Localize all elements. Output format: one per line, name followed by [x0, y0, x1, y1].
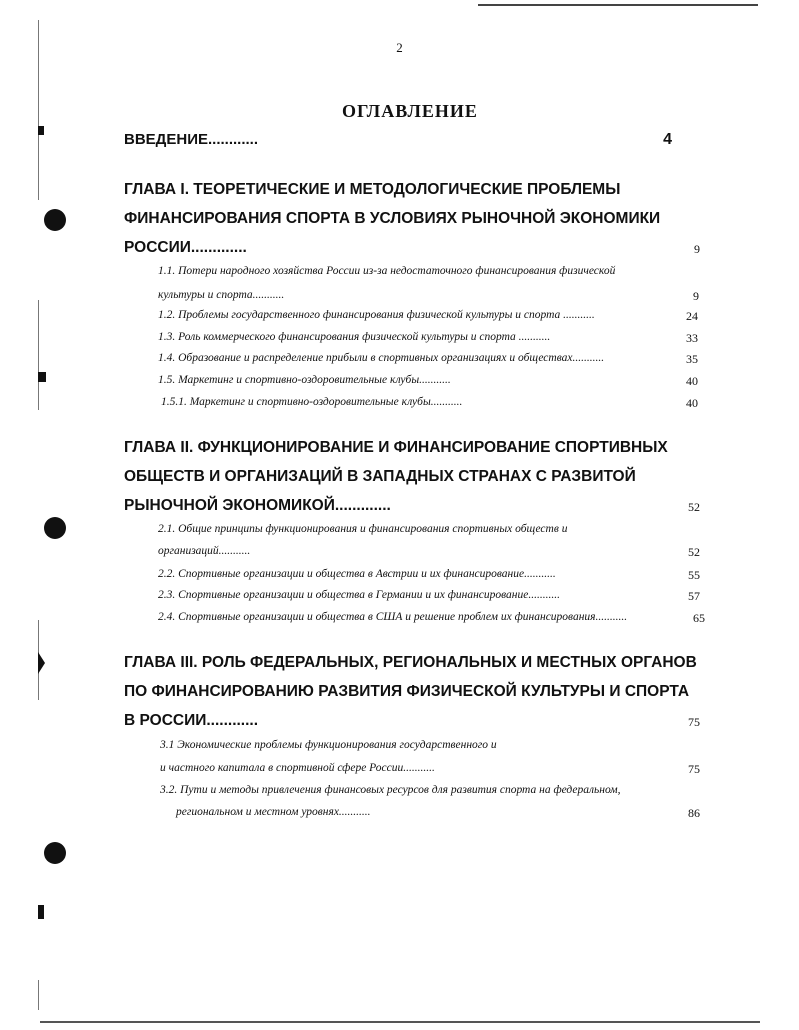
- scan-mark: [38, 372, 46, 382]
- punch-hole: [44, 209, 66, 231]
- scan-mark: [38, 126, 44, 135]
- toc-entry[interactable]: 2.3. Спортивные организации и общества в Германии и их финансирование...........: [158, 589, 560, 601]
- toc-intro[interactable]: [124, 131, 684, 148]
- chapter-heading-line: ФИНАНСИРОВАНИЯ СПОРТА В УСЛОВИЯХ РЫНОЧНОЙ ЭКОНОМИКИ: [124, 210, 661, 227]
- entry-page: 65: [693, 611, 705, 625]
- entry-page: 75: [688, 762, 700, 776]
- chapter-2-heading[interactable]: [124, 433, 700, 520]
- chapter-heading-line: РЫНОЧНОЙ ЭКОНОМИКОЙ............. 52: [124, 491, 700, 520]
- entry-page: 9: [693, 289, 699, 303]
- punch-hole: [44, 842, 66, 864]
- chapter-heading-line: ГЛАВА III. РОЛЬ ФЕДЕРАЛЬНЫХ, РЕГИОНАЛЬНЫХ И МЕСТНЫХ ОРГАНОВ: [124, 654, 697, 671]
- entry-page: 33: [686, 331, 698, 345]
- toc-entry[interactable]: региональном и местном уровнях...........: [176, 806, 371, 818]
- toc-entry[interactable]: 1.5. Маркетинг и спортивно-оздоровительные клубы...........: [158, 374, 451, 386]
- scan-edge: [38, 980, 39, 1010]
- toc-entry[interactable]: 1.3. Роль коммерческого финансирования физической культуры и спорта ...........: [158, 331, 551, 343]
- chapter-page: 75: [688, 715, 700, 729]
- chapter-1-heading[interactable]: [124, 175, 700, 262]
- scan-line-top: [478, 4, 758, 6]
- entry-page: 35: [686, 352, 698, 366]
- chapter-heading-line: РОССИИ............. 9: [124, 233, 700, 262]
- toc-entry[interactable]: 2.1. Общие принципы функционирования и финансирования спортивных обществ и: [158, 523, 568, 535]
- chapter-heading-line: ГЛАВА II. ФУНКЦИОНИРОВАНИЕ И ФИНАНСИРОВАНИЕ СПОРТИВНЫХ: [124, 439, 668, 456]
- chapter-page: 9: [694, 242, 700, 256]
- page-title: ОГЛАВЛЕНИЕ: [342, 101, 478, 121]
- chapter-heading-line: ПО ФИНАНСИРОВАНИЮ РАЗВИТИЯ ФИЗИЧЕСКОЙ КУЛЬТУРЫ И СПОРТА: [124, 683, 690, 700]
- scan-mark: [38, 652, 45, 674]
- intro-label: ВВЕДЕНИЕ............: [124, 131, 258, 148]
- entry-page: 86: [688, 806, 700, 820]
- toc-entry[interactable]: 2.2. Спортивные организации и общества в Австрии и их финансирование...........: [158, 568, 556, 580]
- entry-page: 24: [686, 309, 698, 323]
- chapter-page: 52: [688, 500, 700, 514]
- punch-hole: [44, 517, 66, 539]
- chapter-3-heading[interactable]: [124, 648, 700, 735]
- toc-entry[interactable]: 1.5.1. Маркетинг и спортивно-оздоровительные клубы...........: [161, 396, 463, 408]
- chapter-heading-line: ГЛАВА I. ТЕОРЕТИЧЕСКИЕ И МЕТОДОЛОГИЧЕСКИЕ ПРОБЛЕМЫ: [124, 181, 621, 198]
- entry-page: 55: [688, 568, 700, 582]
- toc-entry[interactable]: 2.4. Спортивные организации и общества в США и решение проблем их финансирования...........: [158, 611, 628, 623]
- chapter-heading-line: ОБЩЕСТВ И ОРГАНИЗАЦИЙ В ЗАПАДНЫХ СТРАНАХ С РАЗВИТОЙ: [124, 468, 636, 485]
- toc-entry[interactable]: 3.2. Пути и методы привлечения финансовых ресурсов для развития спорта на федеральном,: [160, 784, 621, 796]
- page-number: 2: [396, 40, 403, 55]
- scan-edge: [38, 300, 39, 410]
- toc-entry[interactable]: и частного капитала в спортивной сфере России...........: [160, 762, 435, 774]
- entry-page: 57: [688, 589, 700, 603]
- toc-entry[interactable]: 3.1 Экономические проблемы функционирования государственного и: [160, 739, 497, 751]
- scan-mark: [38, 905, 44, 919]
- chapter-heading-line: В РОССИИ............ 75: [124, 706, 700, 735]
- toc-entry[interactable]: культуры и спорта...........: [158, 289, 285, 301]
- scan-line-bottom: [40, 1021, 760, 1023]
- entry-page: 52: [688, 545, 700, 559]
- toc-entry[interactable]: 1.2. Проблемы государственного финансирования физической культуры и спорта ...........: [158, 309, 595, 321]
- toc-entry[interactable]: организаций...........: [158, 545, 251, 557]
- toc-entry[interactable]: 1.4. Образование и распределение прибыли в спортивных организациях и обществах...........: [158, 352, 605, 364]
- entry-page: 40: [686, 396, 698, 410]
- toc-entry[interactable]: 1.1. Потери народного хозяйства России из-за недостаточного финансирования физической: [158, 265, 616, 277]
- intro-page: 4: [663, 131, 672, 148]
- entry-page: 40: [686, 374, 698, 388]
